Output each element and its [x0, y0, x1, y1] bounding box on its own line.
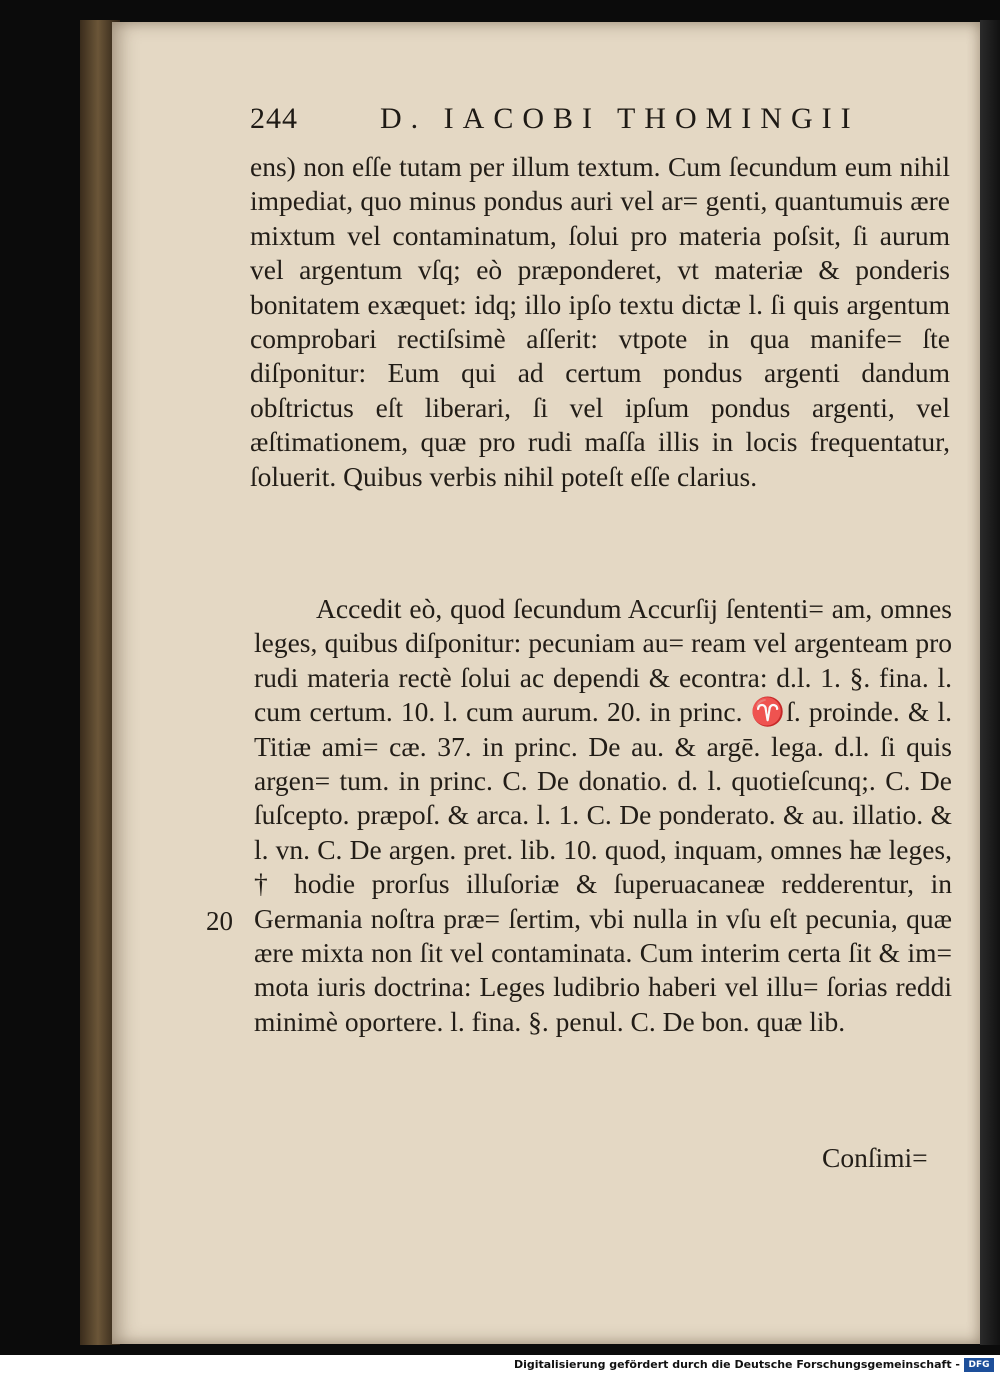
dfg-logo-icon: DFG — [964, 1358, 994, 1372]
page-header — [250, 90, 950, 140]
running-title: D. IACOBI THOMINGII — [380, 102, 860, 135]
page-number: 244 — [250, 102, 298, 135]
funding-credit: Digitalisierung gefördert durch die Deutsche Forschungsgemeinschaft - — [513, 1358, 960, 1371]
body-paragraph-1 — [250, 150, 950, 494]
scanner-edge — [980, 20, 1000, 1345]
paragraph-text: Accedit eò, quod ſecundum Accurſij ſententi= am, omnes leges, quibus diſponitur: pecuniam au= ream vel argenteam pro rudi materia rectè ſolui ac dependi & econtra: d.l. 1. §. fina. l. cum certum. 10. l. cum aurum. 20. in princ. ♈ſ. proinde. & l. Titiæ ami= cæ. 37. in princ. De au. & argē. lega. d.l. ſi quis argen= tum. in princ. C. De donatio. d. l. quotieſcunq;. C. De ſuſcepto. præpoſ. & arca. l. 1. C. De ponderato. & au. illatio. & l. vn. C. De argen. pret. lib. 10. quod, inquam, omnes hæ leges, † hodie prorſus illuſoriæ & ſuperuacaneæ redderentur, in Germania noſtra præ= ſertim, vbi nulla in vſu eſt pecunia, quæ ære mixta non ſit vel contaminata. Cum interim certa ſit & im= mota iuris doctrina: Leges ludibrio haberi vel illu= ſorias reddi minimè oportere. l. fina. §. penul. C. De bon. quæ lib. — [254, 593, 952, 1037]
catchword: Conſimi= — [822, 1142, 928, 1173]
paragraph-text: ens) non eſſe tutam per illum textum. Cum ſecundum eum nihil impediat, quo minus pondus auri vel ar= genti, quantumuis ære mixtum vel contaminatum, ſolui pro materia poſsit, ſi aurum vel argentum vſq; eò præponderet, vt materiæ & ponderis bonitatem exæquet: idq; illo ipſo textu dictæ l. ſi quis argentum comprobari rectiſsimè aſſerit: vtpote in qua manife= ſte diſponitur: Eum qui ad certum pondus argenti dandum obſtrictus eſt liberari, ſi vel ipſum pondus argenti, vel æſtimationem, quæ pro rudi maſſa illis in locis frequentatur, ſoluerit. Quibus verbis nihil poteſt eſſe clarius. — [250, 151, 950, 492]
digitization-footer — [0, 1355, 1000, 1376]
body-paragraph-2 — [254, 592, 952, 1039]
marginal-number: 20 — [206, 906, 233, 936]
